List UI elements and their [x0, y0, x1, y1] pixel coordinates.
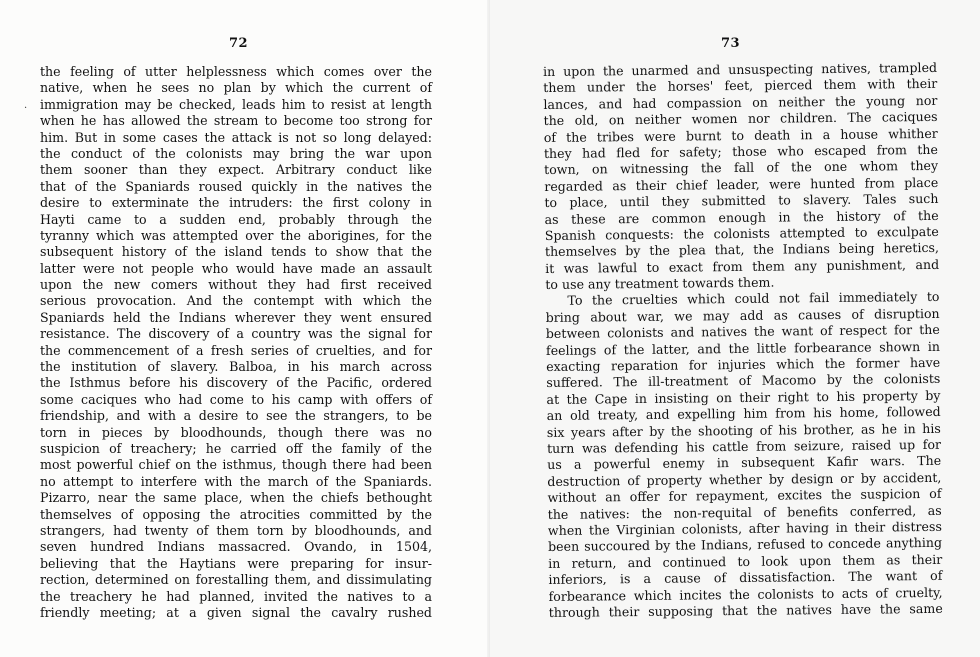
text-line: an old treaty, and expelling him from his home, followed	[546, 404, 941, 424]
text-line: to use any treatment towards them.	[545, 274, 775, 293]
text-line: feelings of the latter, and the little forbearance shown in	[545, 338, 941, 358]
text-line: they had fled for safety; those who escaped from the	[543, 141, 938, 161]
text-line: themselves of opposing the atrocities committed by the	[40, 506, 432, 522]
text-line: serious provocation. And the contempt with which the	[40, 293, 432, 309]
text-line: us a powerful enemy in subsequent Kafir wars. The	[547, 453, 942, 473]
text-line: between colonists and natives the want of respect for the	[545, 322, 940, 342]
text-line: native, when he sees no plan by which the current of	[40, 80, 432, 96]
text-line: them sooner than they expect. Arbitrary conduct like	[40, 162, 432, 178]
text-line: town, on witnessing the fall of the one whom they	[544, 158, 939, 178]
text-line: through their supposing that the natives have the same	[548, 600, 943, 620]
text-line: believing that the Haytians were preparing for insur-	[40, 555, 432, 571]
text-line: seven hundred Indians massacred. Ovando, in 1504,	[40, 539, 432, 555]
text-line: most powerful chief on the isthmus, though there had been	[40, 457, 432, 473]
page-number: 72	[229, 36, 249, 51]
page-number: 73	[721, 36, 741, 51]
text-line: To the cruelties which could not fail immediately to	[567, 289, 940, 309]
text-line: destruction of property whether by design or by accident,	[547, 469, 942, 489]
text-line: the old, on neither women nor children. The caciques	[543, 109, 938, 129]
text-line: Pizarro, near the same place, when the chiefs bethought	[40, 490, 432, 506]
text-line: no attempt to interfere with the march of the Spaniards.	[40, 473, 432, 489]
text-line: them under the horses' feet, pierced them with their	[543, 76, 938, 96]
page-body-text	[543, 60, 943, 621]
text-line: the Isthmus before his discovery of the Pacific, ordered	[40, 375, 432, 391]
text-line: without an offer for repayment, excites the suspicion of	[547, 486, 942, 506]
text-line: Spanish conquests: the colonists attempted to exculpate	[544, 223, 939, 243]
print-speck: ·	[24, 103, 28, 114]
text-line: Spaniards held the Indians wherever they went ensured	[40, 309, 432, 325]
text-line: exacting reparation for injuries which the former have	[546, 354, 941, 375]
text-line: the natives: the non-requital of benefits conferred, as	[547, 502, 942, 522]
text-line: lances, and had compassion on neither the young nor	[543, 92, 938, 112]
text-line: resistance. The discovery of a country was the signal for	[40, 326, 432, 342]
text-line: Hayti came to a sudden end, probably through the	[40, 211, 432, 227]
text-line: immigration may be checked, leads him to resist at length	[40, 96, 432, 112]
text-line: six years after by the shooting of his brother, as he in his	[546, 420, 941, 440]
text-line: the feeling of utter helplessness which comes over the	[40, 64, 432, 79]
right-page	[490, 0, 980, 657]
text-line: that of the Spaniards roused quickly in the natives the	[40, 178, 432, 194]
text-line: latter were not people who would have made an assault	[40, 260, 432, 276]
text-line: friendly meeting; at a given signal the cavalry rushed	[40, 604, 432, 620]
text-line: forbearance which incites the colonists to acts of cruelty,	[548, 584, 943, 604]
text-line: when the Virginian colonists, after having in their distress	[547, 518, 942, 538]
text-line: some caciques who had come to his camp with offers of	[40, 391, 432, 407]
text-line: suffered. The ill-treatment of Macomo by the colonists	[546, 371, 941, 391]
text-line: turn was defending his cattle from seizure, raised up for	[546, 436, 942, 456]
text-line: the commencement of a fresh series of cruelties, and for	[40, 342, 432, 358]
text-line: tyranny which was attempted over the aborigines, for the	[40, 227, 432, 243]
text-line: subsequent history of the island tends to show that the	[40, 244, 432, 260]
text-line: friendship, and with a desire to see the strangers, to be	[40, 408, 432, 424]
text-line: to place, until they submitted to slavery. Tales such	[544, 190, 939, 211]
text-line: upon the new comers without they had first received	[40, 277, 432, 293]
text-line: been succoured by the Indians, refused to concede anything	[547, 535, 943, 555]
text-line: when he has allowed the stream to become too strong for	[40, 113, 432, 129]
text-line: at the Cape in insisting on their right to his property by	[546, 387, 941, 407]
text-line: strangers, had twenty of them torn by bloodhounds, and	[40, 522, 432, 538]
text-line: rection, determined on forestalling them, and dissimulating	[40, 572, 432, 588]
text-line: suspicion of treachery; he carried off the family of the	[40, 440, 432, 456]
text-line: regarded as their chief leader, were hunted from place	[544, 174, 939, 194]
page-body-text	[40, 64, 432, 621]
text-line: the institution of slavery. Balboa, in his march across	[40, 359, 432, 375]
text-line: themselves by the plea that, the Indians being heretics,	[544, 240, 940, 260]
text-line: in upon the unarmed and unsuspecting natives, trampled	[543, 59, 938, 79]
text-line: in return, and continued to look upon them as their	[548, 551, 943, 571]
text-line: the treachery he had planned, invited the natives to a	[40, 588, 432, 604]
text-line: him. But in some cases the attack is not so long delayed:	[40, 129, 432, 145]
text-line: inferiors, is a cause of dissatisfaction. The want of	[548, 567, 943, 588]
text-line: of the tribes were burnt to death in a house whither	[543, 125, 938, 145]
text-line: it was lawful to exact from them any punishment, and	[545, 256, 940, 276]
text-line: bring about war, we may add as causes of disruption	[545, 305, 940, 325]
text-line: the conduct of the colonists may bring the war upon	[40, 145, 432, 161]
text-line: torn in pieces by bloodhounds, though there was no	[40, 424, 432, 440]
text-line: desire to exterminate the intruders: the first colony in	[40, 195, 432, 211]
text-line: as these are common enough in the history of the	[544, 207, 939, 227]
